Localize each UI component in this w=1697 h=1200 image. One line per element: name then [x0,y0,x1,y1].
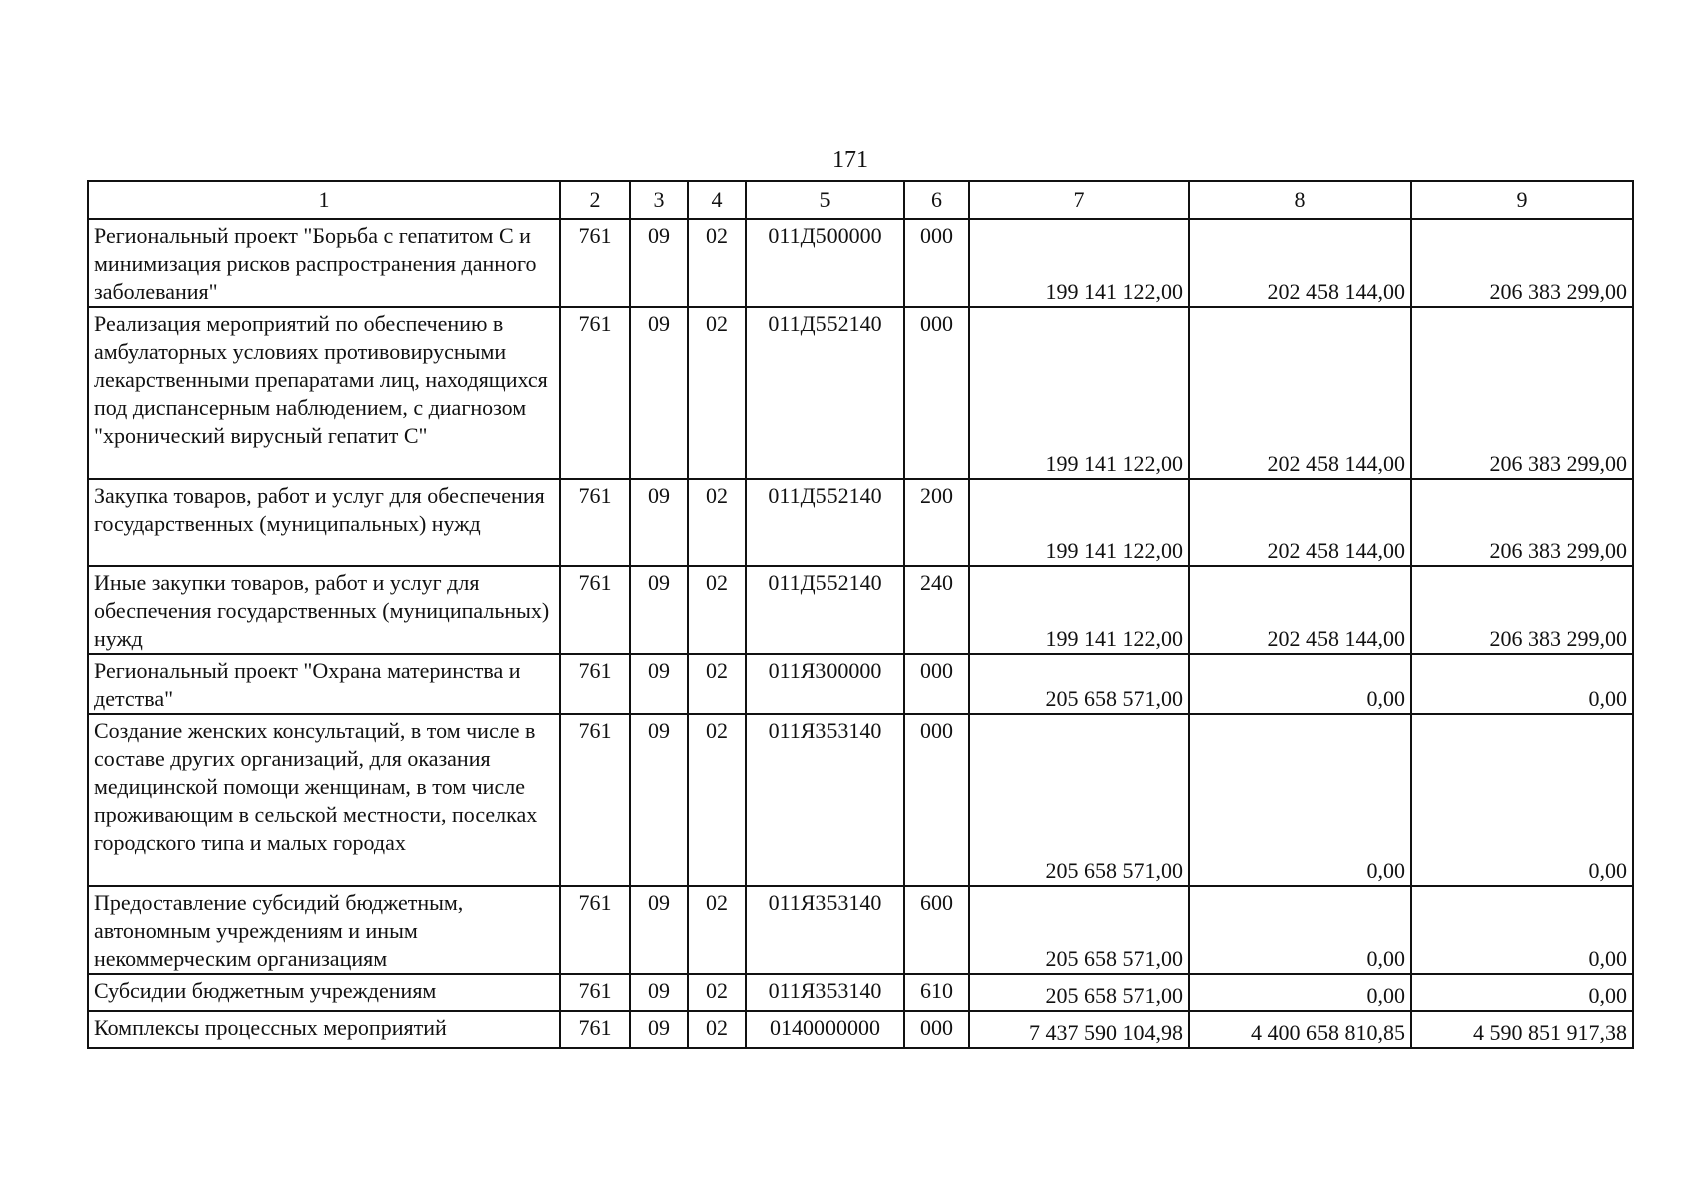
row-name: Субсидии бюджетным учреждениям [88,974,560,1011]
cell-code-5: 011Я300000 [746,654,904,714]
cell-code-2: 761 [560,307,630,479]
table-row [88,974,1633,1011]
cell-amount-7: 199 141 122,00 [969,566,1189,654]
cell-code-3: 09 [630,714,688,886]
cell-code-4: 02 [688,714,746,886]
cell-code-2: 761 [560,479,630,566]
cell-code-5: 011Д552140 [746,307,904,479]
cell-amount-7: 205 658 571,00 [969,886,1189,974]
cell-code-6: 240 [904,566,969,654]
cell-code-3: 09 [630,479,688,566]
column-header: 7 [969,181,1189,219]
cell-amount-7: 205 658 571,00 [969,654,1189,714]
column-header: 6 [904,181,969,219]
cell-code-6: 000 [904,307,969,479]
column-header: 1 [88,181,560,219]
cell-amount-8: 0,00 [1189,974,1411,1011]
cell-code-3: 09 [630,566,688,654]
row-name: Создание женских консультаций, в том числе в составе других организаций, для оказания медицинской помощи женщинам, в том числе проживающим в сельской местности, поселках городского типа и малых городах [88,714,560,886]
cell-code-4: 02 [688,479,746,566]
cell-amount-8: 202 458 144,00 [1189,479,1411,566]
cell-code-4: 02 [688,974,746,1011]
cell-code-6: 000 [904,714,969,886]
cell-amount-9: 0,00 [1411,714,1633,886]
cell-amount-7: 199 141 122,00 [969,479,1189,566]
row-name: Комплексы процессных мероприятий [88,1011,560,1048]
cell-amount-9: 206 383 299,00 [1411,307,1633,479]
column-header: 5 [746,181,904,219]
row-name: Региональный проект "Охрана материнства и детства" [88,654,560,714]
cell-code-5: 011Я353140 [746,974,904,1011]
cell-code-2: 761 [560,219,630,307]
cell-amount-9: 206 383 299,00 [1411,219,1633,307]
table-header-row [88,181,1633,219]
row-name: Региональный проект "Борьба с гепатитом С и минимизация рисков распространения данного заболевания" [88,219,560,307]
cell-code-5: 011Я353140 [746,714,904,886]
cell-code-5: 011Д552140 [746,566,904,654]
cell-code-4: 02 [688,654,746,714]
cell-code-2: 761 [560,974,630,1011]
cell-code-2: 761 [560,566,630,654]
cell-amount-7: 205 658 571,00 [969,714,1189,886]
cell-code-2: 761 [560,714,630,886]
row-name: Закупка товаров, работ и услуг для обеспечения государственных (муниципальных) нужд [88,479,560,566]
cell-amount-9: 0,00 [1411,886,1633,974]
cell-amount-8: 202 458 144,00 [1189,307,1411,479]
cell-code-3: 09 [630,1011,688,1048]
cell-amount-8: 202 458 144,00 [1189,219,1411,307]
cell-code-2: 761 [560,886,630,974]
cell-amount-8: 4 400 658 810,85 [1189,1011,1411,1048]
column-header: 8 [1189,181,1411,219]
cell-amount-7: 199 141 122,00 [969,307,1189,479]
cell-code-6: 000 [904,654,969,714]
cell-amount-8: 0,00 [1189,654,1411,714]
cell-amount-8: 0,00 [1189,886,1411,974]
cell-amount-7: 205 658 571,00 [969,974,1189,1011]
row-name: Предоставление субсидий бюджетным, автономным учреждениям и иным некоммерческим организациям [88,886,560,974]
cell-amount-8: 0,00 [1189,714,1411,886]
column-header: 3 [630,181,688,219]
budget-table [87,180,1634,1049]
cell-code-3: 09 [630,654,688,714]
cell-amount-9: 0,00 [1411,974,1633,1011]
cell-code-4: 02 [688,307,746,479]
cell-code-4: 02 [688,1011,746,1048]
table-row [88,566,1633,654]
cell-code-5: 0140000000 [746,1011,904,1048]
cell-code-6: 000 [904,219,969,307]
cell-code-2: 761 [560,1011,630,1048]
cell-amount-9: 206 383 299,00 [1411,566,1633,654]
cell-code-4: 02 [688,886,746,974]
cell-amount-7: 199 141 122,00 [969,219,1189,307]
cell-amount-8: 202 458 144,00 [1189,566,1411,654]
cell-code-2: 761 [560,654,630,714]
table-row [88,714,1633,886]
cell-code-5: 011Д552140 [746,479,904,566]
table-row [88,479,1633,566]
cell-code-6: 610 [904,974,969,1011]
table-row [88,219,1633,307]
cell-amount-9: 4 590 851 917,38 [1411,1011,1633,1048]
cell-code-3: 09 [630,974,688,1011]
cell-amount-7: 7 437 590 104,98 [969,1011,1189,1048]
cell-amount-9: 0,00 [1411,654,1633,714]
cell-code-4: 02 [688,566,746,654]
cell-code-3: 09 [630,307,688,479]
row-name: Реализация мероприятий по обеспечению в амбулаторных условиях противовирусными лекарственными препаратами лиц, находящихся под диспансерным наблюдением, с диагнозом "хронический вирусный гепатит С" [88,307,560,479]
page-number: 171 [832,147,868,173]
table-row [88,886,1633,974]
table-row [88,654,1633,714]
table-row [88,1011,1633,1048]
cell-code-5: 011Я353140 [746,886,904,974]
cell-code-5: 011Д500000 [746,219,904,307]
cell-code-6: 000 [904,1011,969,1048]
cell-code-6: 600 [904,886,969,974]
cell-code-6: 200 [904,479,969,566]
column-header: 2 [560,181,630,219]
cell-code-3: 09 [630,886,688,974]
row-name: Иные закупки товаров, работ и услуг для обеспечения государственных (муниципальных) нужд [88,566,560,654]
column-header: 9 [1411,181,1633,219]
cell-code-3: 09 [630,219,688,307]
column-header: 4 [688,181,746,219]
table-row [88,307,1633,479]
cell-code-4: 02 [688,219,746,307]
cell-amount-9: 206 383 299,00 [1411,479,1633,566]
